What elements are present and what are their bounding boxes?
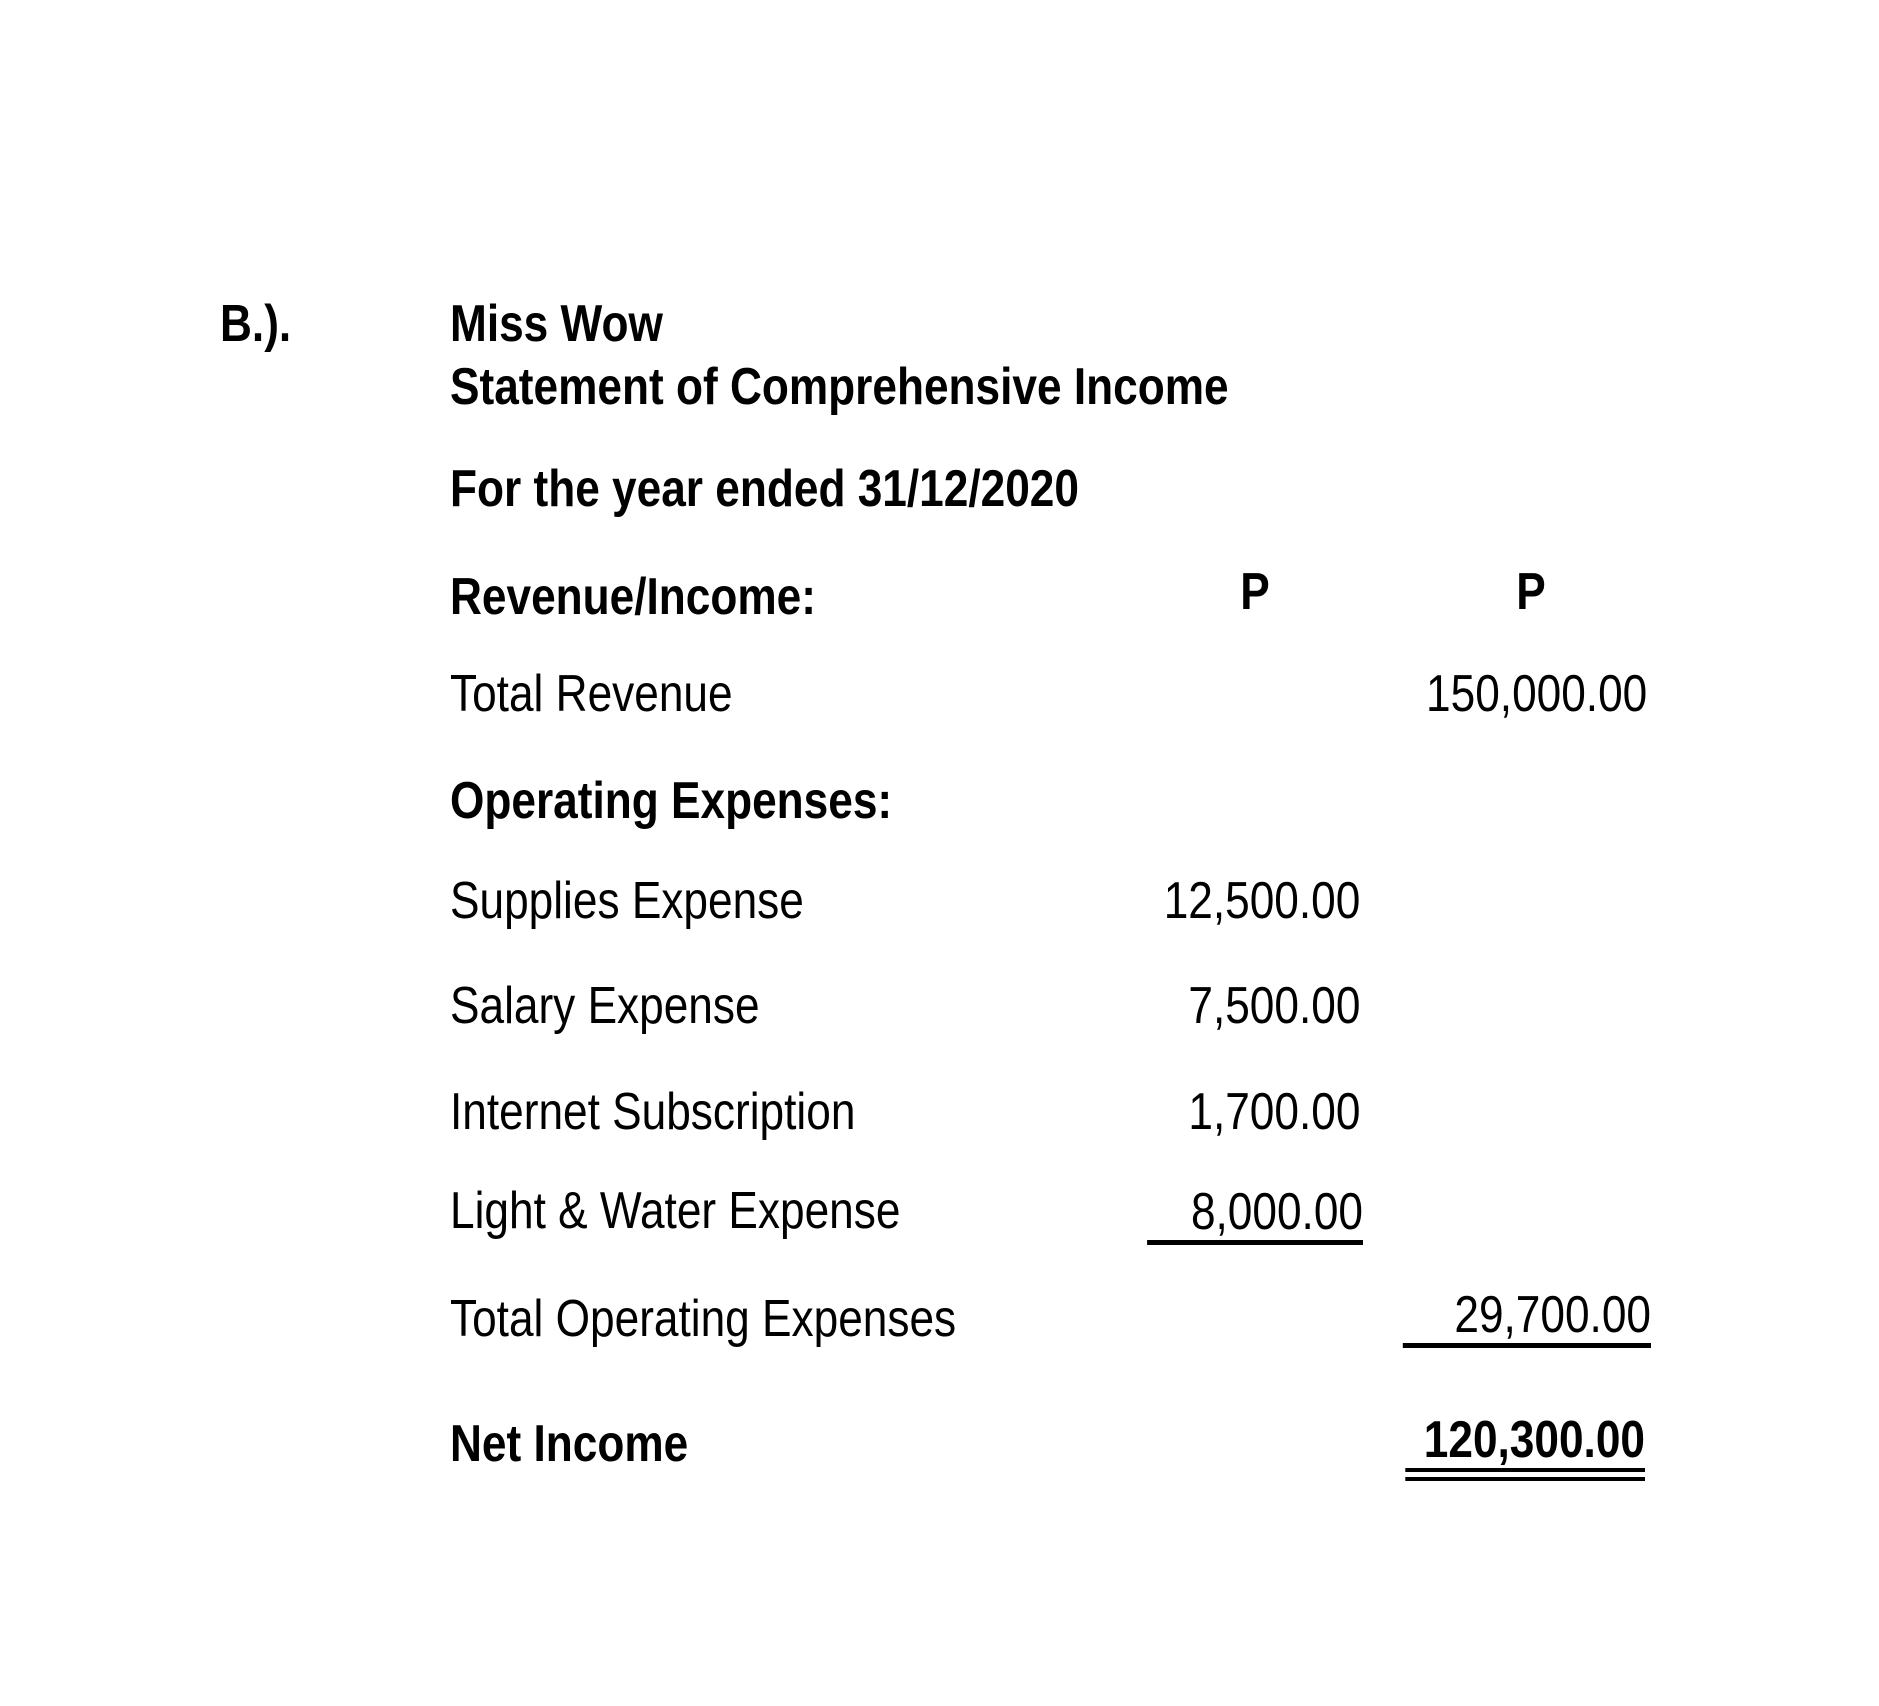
total-operating-expenses-label: Total Operating Expenses — [450, 1290, 957, 1348]
net-income-amount: 120,300.00 — [1405, 1413, 1645, 1481]
salary-expense-amount: 7,500.00 — [1187, 977, 1360, 1035]
company-name: Miss Wow — [450, 295, 663, 353]
light-water-expense-amount: 8,000.00 — [1147, 1185, 1363, 1245]
period-line: For the year ended 31/12/2020 — [450, 460, 1079, 518]
item-letter: B.). — [220, 295, 292, 353]
operating-expenses-heading: Operating Expenses: — [450, 772, 893, 830]
statement-title: Statement of Comprehensive Income — [450, 358, 1229, 416]
total-operating-expenses-amount: 29,700.00 — [1403, 1288, 1651, 1348]
internet-subscription-label: Internet Subscription — [450, 1083, 856, 1141]
light-water-expense-label: Light & Water Expense — [450, 1182, 901, 1240]
total-revenue-label: Total Revenue — [450, 665, 733, 723]
net-income-label: Net Income — [450, 1415, 689, 1473]
currency-symbol-col1: P — [1240, 563, 1270, 621]
currency-symbol-col2: P — [1516, 563, 1546, 621]
internet-subscription-amount: 1,700.00 — [1187, 1083, 1360, 1141]
supplies-expense-label: Supplies Expense — [450, 872, 804, 930]
salary-expense-label: Salary Expense — [450, 977, 760, 1035]
total-revenue-amount: 150,000.00 — [1425, 665, 1647, 723]
revenue-section-heading: Revenue/Income: — [450, 568, 816, 626]
supplies-expense-amount: 12,500.00 — [1163, 872, 1360, 930]
